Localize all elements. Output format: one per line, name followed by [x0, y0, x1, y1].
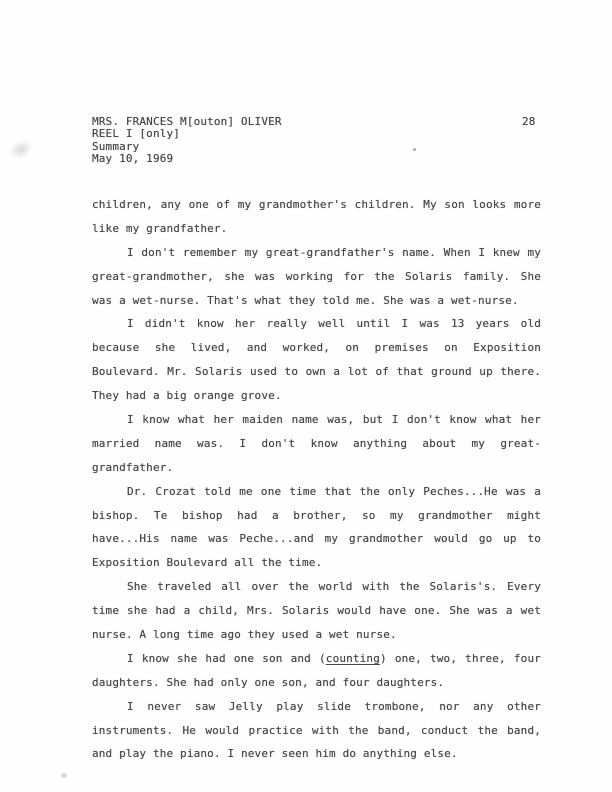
text-line	[92, 623, 541, 647]
text-line	[92, 312, 541, 336]
text-line	[92, 599, 541, 623]
text-line	[92, 742, 541, 766]
text-segment: Boulevard. Mr. Solaris used to own a lot of that ground up there.	[92, 365, 541, 379]
header-line: MRS. FRANCES M[outon] OLIVER	[92, 115, 282, 128]
text-segment: married name was. I don't know anything about my great-	[92, 436, 541, 450]
text-line	[92, 671, 541, 695]
underlined-text: counting	[325, 651, 380, 665]
text-segment: like my grandfather.	[92, 221, 228, 235]
text-segment: She traveled all over the world with the Solaris's. Every	[127, 580, 541, 594]
header-line: Summary	[92, 139, 140, 153]
scan-smudge	[6, 136, 35, 162]
text-line	[92, 504, 541, 528]
text-line	[92, 719, 541, 743]
text-line	[92, 647, 541, 671]
text-line	[92, 193, 541, 217]
header-line: May 10, 1969	[92, 151, 174, 165]
text-segment: Exposition Boulevard all the time.	[92, 556, 323, 570]
text-line	[92, 408, 541, 432]
text-segment: children, any one of my grandmother's children. My son looks more	[92, 198, 541, 211]
scan-speck	[61, 773, 67, 778]
header-line: REEL I [only]	[92, 127, 181, 141]
text-line	[92, 695, 541, 719]
text-line	[92, 456, 541, 480]
document-header	[92, 116, 282, 165]
text-line	[92, 551, 541, 575]
text-segment: Dr. Crozat told me one time that the only Peches...He was a	[127, 484, 541, 498]
text-segment: was a wet-nurse. That's what they told me. She was a wet-nurse.	[92, 293, 519, 307]
text-segment: I don't remember my great-grandfather's name. When I knew my	[127, 245, 541, 259]
text-segment: nurse. A long time ago they used a wet nurse.	[92, 628, 397, 642]
scan-speck	[413, 148, 416, 151]
text-line	[92, 480, 541, 504]
text-line	[92, 265, 541, 289]
text-segment: instruments. He would practice with the band, conduct the band,	[92, 723, 541, 737]
text-line	[92, 384, 541, 408]
text-segment: time she had a child, Mrs. Solaris would have one. She was a wet	[92, 604, 541, 618]
text-segment: and play the piano. I never seen him do anything else.	[92, 747, 458, 761]
text-line	[92, 432, 541, 456]
text-segment: They had a big orange grove.	[92, 389, 282, 403]
text-segment: because she lived, and worked, on premises on Exposition	[92, 341, 541, 355]
text-line	[92, 336, 541, 360]
page-number: 28	[522, 115, 536, 128]
text-segment: ) one, two, three, four	[379, 651, 541, 665]
text-segment: great-grandmother, she was working for the Solaris family. She	[92, 269, 541, 283]
text-segment: bishop. Te bishop had a brother, so my grandmother might	[92, 508, 541, 522]
text-segment: have...His name was Peche...and my grandmother would go up to	[92, 532, 541, 546]
text-line	[92, 217, 541, 241]
text-segment: I know she had one son and (	[127, 651, 326, 665]
text-segment: grandfather.	[92, 460, 174, 474]
text-line	[92, 289, 541, 313]
text-segment: I never saw Jelly play slide trombone, nor any other	[127, 699, 541, 713]
text-segment: I know what her maiden name was, but I don't know what her	[127, 413, 541, 427]
text-line	[92, 360, 541, 384]
text-segment: daughters. She had only one son, and four daughters.	[92, 675, 445, 689]
text-line	[92, 241, 541, 265]
text-segment: I didn't know her really well until I was 13 years old	[127, 317, 541, 331]
text-line	[92, 527, 541, 551]
document-body	[92, 193, 541, 766]
text-line	[92, 575, 541, 599]
